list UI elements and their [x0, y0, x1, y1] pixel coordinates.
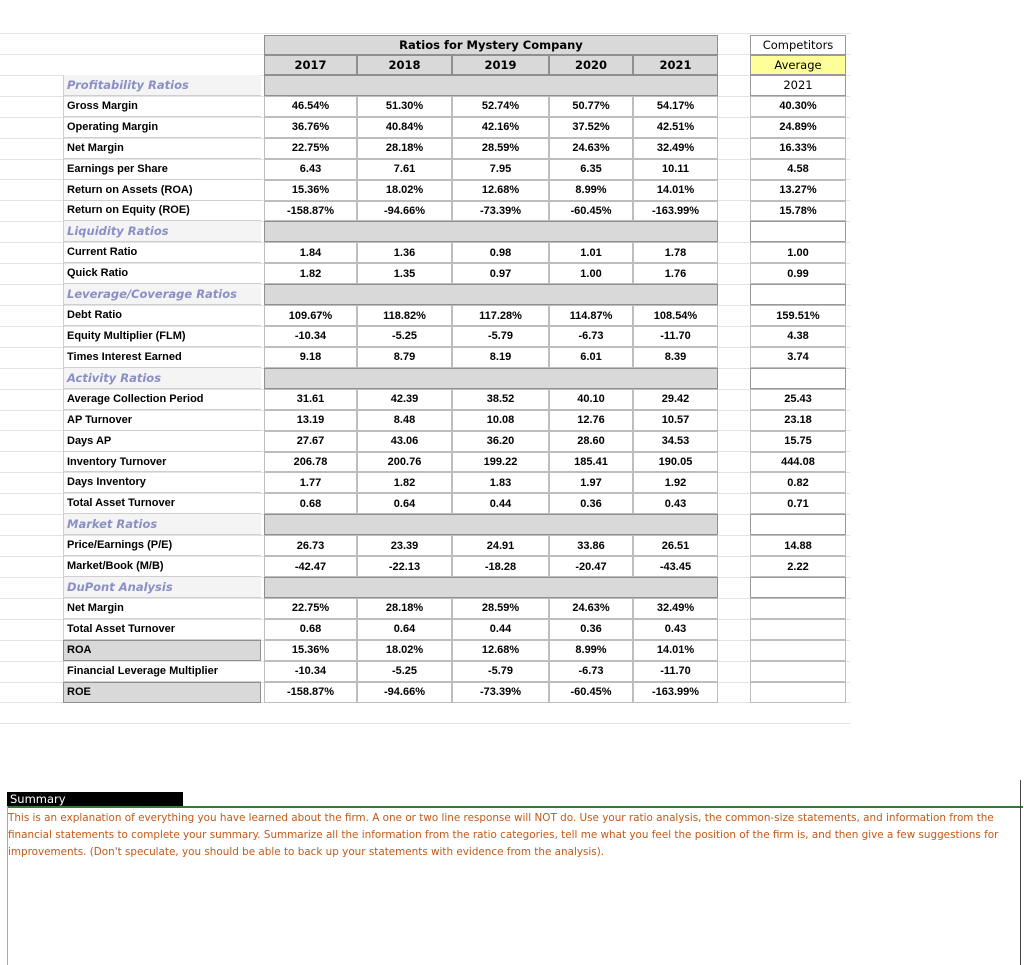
value-cell-2019[interactable]: 0.97: [452, 263, 549, 284]
row-label: Return on Assets (ROA): [63, 180, 261, 201]
section-spacer: [264, 75, 718, 96]
summary-header-row: [7, 792, 1023, 808]
value-cell-2019[interactable]: 36.20: [452, 431, 549, 452]
competitor-value-cell[interactable]: 444.08: [750, 452, 846, 473]
value-cell-2017[interactable]: 27.67: [264, 431, 357, 452]
value-cell-2017[interactable]: -10.34: [264, 326, 357, 347]
value-cell-2017[interactable]: 1.82: [264, 263, 357, 284]
value-cell-2017[interactable]: 36.76%: [264, 117, 357, 138]
value-cell-2018[interactable]: 42.39: [357, 389, 452, 410]
value-cell-2020[interactable]: 6.01: [549, 347, 633, 368]
value-cell-2020[interactable]: 185.41: [549, 452, 633, 473]
value-cell-2021[interactable]: -43.45: [633, 556, 718, 577]
row-label: Return on Equity (ROE): [63, 201, 261, 222]
value-cell-2018[interactable]: 1.36: [357, 242, 452, 263]
section-spacer: [264, 221, 718, 242]
competitor-value-cell[interactable]: 25.43: [750, 389, 846, 410]
value-cell-2019[interactable]: 10.08: [452, 410, 549, 431]
value-cell-2017[interactable]: 1.84: [264, 242, 357, 263]
value-cell-2020[interactable]: 40.10: [549, 389, 633, 410]
value-cell-2018[interactable]: 7.61: [357, 159, 452, 180]
value-cell-2021[interactable]: -11.70: [633, 661, 718, 682]
value-cell-2017[interactable]: 109.67%: [264, 305, 357, 326]
value-cell-2021[interactable]: 10.57: [633, 410, 718, 431]
section-heading: Market Ratios: [63, 514, 261, 535]
year-header-2017: 2017: [264, 55, 357, 75]
competitor-value-cell[interactable]: 15.75: [750, 431, 846, 452]
value-cell-2020[interactable]: 1.01: [549, 242, 633, 263]
value-cell-2018[interactable]: 1.35: [357, 263, 452, 284]
row-label: Days Inventory: [63, 472, 261, 493]
value-cell-2018[interactable]: 18.02%: [357, 640, 452, 661]
value-cell-2020[interactable]: -60.45%: [549, 682, 633, 703]
competitors-spacer: [750, 284, 846, 305]
row-label: Current Ratio: [63, 242, 261, 263]
competitors-spacer: [750, 221, 846, 242]
competitor-value-cell[interactable]: 159.51%: [750, 305, 846, 326]
value-cell-2018[interactable]: 28.18%: [357, 598, 452, 619]
value-cell-2020[interactable]: 24.63%: [549, 138, 633, 159]
row-label: Times Interest Earned: [63, 347, 261, 368]
value-cell-2021[interactable]: 14.01%: [633, 640, 718, 661]
row-label: Inventory Turnover: [63, 452, 261, 473]
value-cell-2020[interactable]: 1.97: [549, 472, 633, 493]
section-spacer: [264, 368, 718, 389]
value-cell-2019[interactable]: -5.79: [452, 326, 549, 347]
value-cell-2018[interactable]: 43.06: [357, 431, 452, 452]
value-cell-2018[interactable]: -5.25: [357, 661, 452, 682]
value-cell-2021[interactable]: 54.17%: [633, 96, 718, 117]
competitors-spacer: [750, 368, 846, 389]
value-cell-2018[interactable]: 28.18%: [357, 138, 452, 159]
competitors-spacer: [750, 577, 846, 598]
row-label: Debt Ratio: [63, 305, 261, 326]
value-cell-2017[interactable]: 206.78: [264, 452, 357, 473]
competitors-year: 2021: [750, 75, 846, 96]
value-cell-2019[interactable]: 12.68%: [452, 180, 549, 201]
value-cell-2021[interactable]: 190.05: [633, 452, 718, 473]
value-cell-2021[interactable]: 34.53: [633, 431, 718, 452]
grid-line: [0, 723, 850, 724]
summary-border-right: [1020, 780, 1021, 965]
value-cell-2021[interactable]: 0.43: [633, 619, 718, 640]
competitor-value-cell[interactable]: 2.22: [750, 556, 846, 577]
value-cell-2017[interactable]: -158.87%: [264, 682, 357, 703]
row-label: Net Margin: [63, 138, 261, 159]
value-cell-2017[interactable]: 6.43: [264, 159, 357, 180]
year-header-2020: 2020: [549, 55, 633, 75]
value-cell-2018[interactable]: 0.64: [357, 619, 452, 640]
value-cell-2017[interactable]: 0.68: [264, 619, 357, 640]
row-label: Market/Book (M/B): [63, 556, 261, 577]
section-spacer: [264, 284, 718, 305]
value-cell-2020[interactable]: -60.45%: [549, 201, 633, 222]
section-spacer: [264, 577, 718, 598]
competitor-empty-cell[interactable]: [750, 661, 846, 682]
value-cell-2019[interactable]: 1.83: [452, 472, 549, 493]
row-label: Average Collection Period: [63, 389, 261, 410]
value-cell-2020[interactable]: 33.86: [549, 535, 633, 556]
value-cell-2018[interactable]: 23.39: [357, 535, 452, 556]
value-cell-2020[interactable]: 0.36: [549, 493, 633, 514]
grid-line: [0, 702, 850, 703]
value-cell-2017[interactable]: 15.36%: [264, 180, 357, 201]
value-cell-2019[interactable]: 0.98: [452, 242, 549, 263]
value-cell-2017[interactable]: 13.19: [264, 410, 357, 431]
section-spacer: [264, 514, 718, 535]
summary-label: Summary: [7, 792, 183, 806]
row-label: AP Turnover: [63, 410, 261, 431]
value-cell-2018[interactable]: 118.82%: [357, 305, 452, 326]
competitors-header: Competitors: [750, 35, 846, 55]
competitor-empty-cell[interactable]: [750, 640, 846, 661]
value-cell-2018[interactable]: 8.79: [357, 347, 452, 368]
value-cell-2017[interactable]: 31.61: [264, 389, 357, 410]
competitor-value-cell[interactable]: 4.38: [750, 326, 846, 347]
value-cell-2019[interactable]: -73.39%: [452, 682, 549, 703]
section-heading: Profitability Ratios: [63, 75, 261, 96]
value-cell-2019[interactable]: 28.59%: [452, 598, 549, 619]
value-cell-2019[interactable]: -18.28: [452, 556, 549, 577]
value-cell-2021[interactable]: -163.99%: [633, 201, 718, 222]
value-cell-2018[interactable]: 1.82: [357, 472, 452, 493]
row-label: Operating Margin: [63, 117, 261, 138]
value-cell-2020[interactable]: -6.73: [549, 661, 633, 682]
value-cell-2018[interactable]: -94.66%: [357, 201, 452, 222]
value-cell-2019[interactable]: 24.91: [452, 535, 549, 556]
value-cell-2019[interactable]: 42.16%: [452, 117, 549, 138]
year-header-2019: 2019: [452, 55, 549, 75]
value-cell-2018[interactable]: 18.02%: [357, 180, 452, 201]
row-label: Gross Margin: [63, 96, 261, 117]
competitor-empty-cell[interactable]: [750, 682, 846, 703]
value-cell-2020[interactable]: 1.00: [549, 263, 633, 284]
competitor-value-cell[interactable]: 0.82: [750, 472, 846, 493]
value-cell-2019[interactable]: 199.22: [452, 452, 549, 473]
value-cell-2021[interactable]: 0.43: [633, 493, 718, 514]
value-cell-2021[interactable]: -11.70: [633, 326, 718, 347]
year-header-2021: 2021: [633, 55, 718, 75]
competitor-value-cell[interactable]: 23.18: [750, 410, 846, 431]
value-cell-2020[interactable]: 50.77%: [549, 96, 633, 117]
value-cell-2020[interactable]: -20.47: [549, 556, 633, 577]
competitor-value-cell[interactable]: 16.33%: [750, 138, 846, 159]
value-cell-2017[interactable]: -42.47: [264, 556, 357, 577]
value-cell-2021[interactable]: 32.49%: [633, 138, 718, 159]
value-cell-2019[interactable]: 28.59%: [452, 138, 549, 159]
value-cell-2017[interactable]: -158.87%: [264, 201, 357, 222]
competitor-value-cell[interactable]: 4.58: [750, 159, 846, 180]
value-cell-2019[interactable]: 0.44: [452, 619, 549, 640]
row-label: ROE: [63, 682, 261, 703]
value-cell-2019[interactable]: 12.68%: [452, 640, 549, 661]
year-header-2018: 2018: [357, 55, 452, 75]
competitor-value-cell[interactable]: 1.00: [750, 242, 846, 263]
value-cell-2019[interactable]: 117.28%: [452, 305, 549, 326]
row-label: Net Margin: [63, 598, 261, 619]
value-cell-2018[interactable]: 200.76: [357, 452, 452, 473]
row-label: Financial Leverage Multiplier: [63, 661, 261, 682]
grid-line: [0, 33, 850, 34]
competitor-value-cell[interactable]: 13.27%: [750, 180, 846, 201]
value-cell-2021[interactable]: 42.51%: [633, 117, 718, 138]
value-cell-2017[interactable]: 15.36%: [264, 640, 357, 661]
value-cell-2021[interactable]: 10.11: [633, 159, 718, 180]
competitor-value-cell[interactable]: 15.78%: [750, 201, 846, 222]
section-heading: Activity Ratios: [63, 368, 261, 389]
section-heading: Liquidity Ratios: [63, 221, 261, 242]
competitor-value-cell[interactable]: 14.88: [750, 535, 846, 556]
value-cell-2017[interactable]: 9.18: [264, 347, 357, 368]
competitor-value-cell[interactable]: 0.99: [750, 263, 846, 284]
value-cell-2017[interactable]: 22.75%: [264, 138, 357, 159]
value-cell-2021[interactable]: 8.39: [633, 347, 718, 368]
value-cell-2021[interactable]: 14.01%: [633, 180, 718, 201]
competitor-value-cell[interactable]: 0.71: [750, 493, 846, 514]
row-label: Total Asset Turnover: [63, 619, 261, 640]
value-cell-2021[interactable]: 1.76: [633, 263, 718, 284]
row-label: Equity Multiplier (FLM): [63, 326, 261, 347]
row-label: ROA: [63, 640, 261, 661]
value-cell-2018[interactable]: -22.13: [357, 556, 452, 577]
value-cell-2020[interactable]: -6.73: [549, 326, 633, 347]
value-cell-2021[interactable]: 29.42: [633, 389, 718, 410]
value-cell-2021[interactable]: 108.54%: [633, 305, 718, 326]
value-cell-2017[interactable]: 26.73: [264, 535, 357, 556]
value-cell-2017[interactable]: -10.34: [264, 661, 357, 682]
value-cell-2019[interactable]: 52.74%: [452, 96, 549, 117]
competitors-spacer: [750, 514, 846, 535]
competitor-value-cell[interactable]: 40.30%: [750, 96, 846, 117]
row-label: Price/Earnings (P/E): [63, 535, 261, 556]
value-cell-2018[interactable]: 40.84%: [357, 117, 452, 138]
value-cell-2020[interactable]: 6.35: [549, 159, 633, 180]
value-cell-2018[interactable]: -5.25: [357, 326, 452, 347]
value-cell-2019[interactable]: 8.19: [452, 347, 549, 368]
value-cell-2017[interactable]: 1.77: [264, 472, 357, 493]
value-cell-2019[interactable]: 0.44: [452, 493, 549, 514]
section-heading: DuPont Analysis: [63, 577, 261, 598]
value-cell-2020[interactable]: 8.99%: [549, 180, 633, 201]
row-label: Days AP: [63, 431, 261, 452]
value-cell-2019[interactable]: -5.79: [452, 661, 549, 682]
value-cell-2019[interactable]: -73.39%: [452, 201, 549, 222]
value-cell-2020[interactable]: 28.60: [549, 431, 633, 452]
row-label: Total Asset Turnover: [63, 493, 261, 514]
row-label: Earnings per Share: [63, 159, 261, 180]
value-cell-2020[interactable]: 0.36: [549, 619, 633, 640]
value-cell-2021[interactable]: 1.92: [633, 472, 718, 493]
summary-instructions[interactable]: This is an explanation of everything you have learned about the firm. A one or two line response will NOT do. Use your ratio analysis, the common-size statements, and information from the financial statements to complete your summary. Summarize all the information from the ratio categories, tell me what you feel the position of the firm is, and then give a few suggestions for improvements. (Don't speculate, you should be able to back up your statements with evidence from the analysis).: [8, 812, 999, 858]
value-cell-2017[interactable]: 0.68: [264, 493, 357, 514]
competitor-value-cell[interactable]: 24.89%: [750, 117, 846, 138]
value-cell-2018[interactable]: -94.66%: [357, 682, 452, 703]
value-cell-2019[interactable]: 7.95: [452, 159, 549, 180]
value-cell-2018[interactable]: 8.48: [357, 410, 452, 431]
value-cell-2017[interactable]: 22.75%: [264, 598, 357, 619]
value-cell-2020[interactable]: 24.63%: [549, 598, 633, 619]
competitor-empty-cell[interactable]: [750, 598, 846, 619]
value-cell-2020[interactable]: 12.76: [549, 410, 633, 431]
value-cell-2017[interactable]: 46.54%: [264, 96, 357, 117]
value-cell-2018[interactable]: 51.30%: [357, 96, 452, 117]
value-cell-2021[interactable]: 26.51: [633, 535, 718, 556]
value-cell-2020[interactable]: 37.52%: [549, 117, 633, 138]
competitors-average-header: Average: [750, 55, 846, 75]
value-cell-2021[interactable]: 1.78: [633, 242, 718, 263]
value-cell-2018[interactable]: 0.64: [357, 493, 452, 514]
value-cell-2019[interactable]: 38.52: [452, 389, 549, 410]
value-cell-2020[interactable]: 8.99%: [549, 640, 633, 661]
section-heading: Leverage/Coverage Ratios: [63, 284, 261, 305]
value-cell-2021[interactable]: -163.99%: [633, 682, 718, 703]
row-label: Quick Ratio: [63, 263, 261, 284]
competitor-value-cell[interactable]: 3.74: [750, 347, 846, 368]
value-cell-2020[interactable]: 114.87%: [549, 305, 633, 326]
value-cell-2021[interactable]: 32.49%: [633, 598, 718, 619]
competitor-empty-cell[interactable]: [750, 619, 846, 640]
table-title: Ratios for Mystery Company: [264, 35, 718, 55]
